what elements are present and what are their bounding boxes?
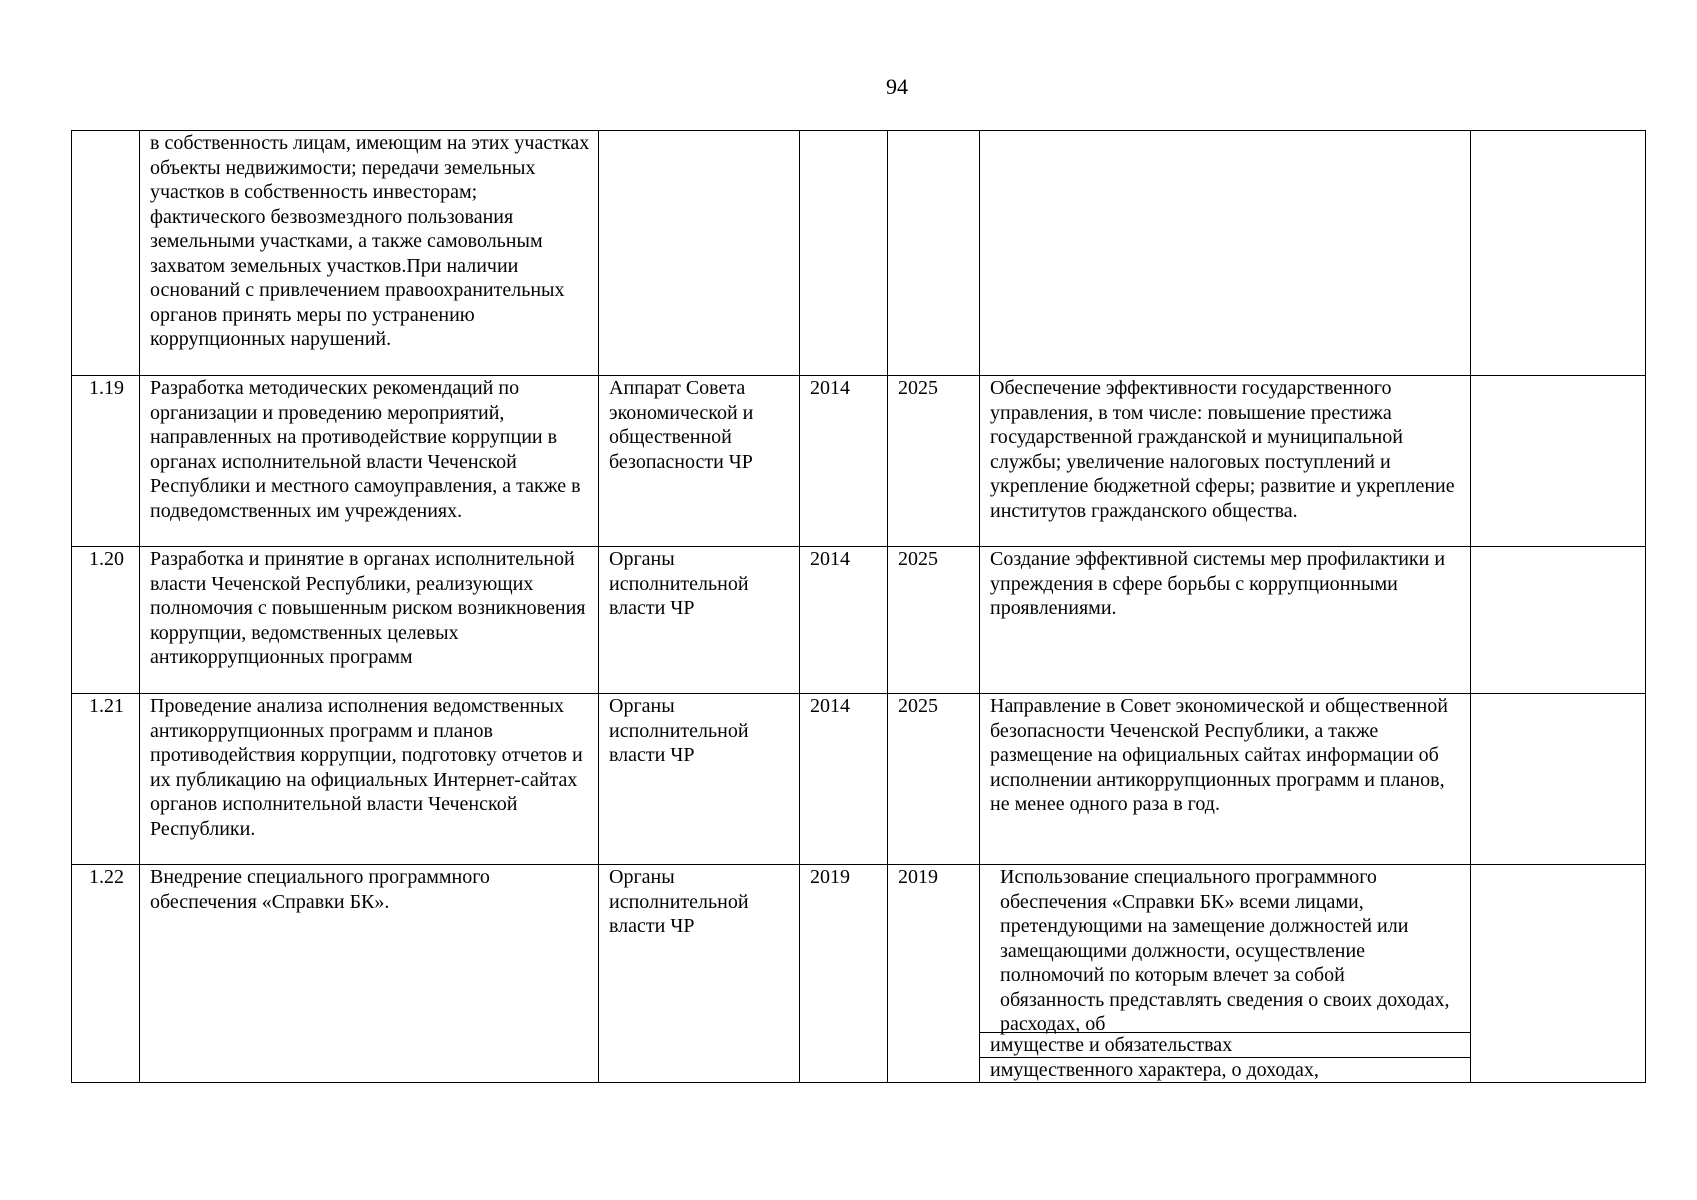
result-continuation xyxy=(980,1032,1470,1082)
end-year-cell: 2025 xyxy=(888,376,980,547)
end-year-cell: 2019 xyxy=(888,865,980,1083)
note-cell xyxy=(1471,131,1646,376)
row-number: 1.22 xyxy=(72,865,140,1083)
table-row xyxy=(72,694,1646,865)
result-subline: имущественного характера, о доходах, xyxy=(980,1057,1470,1082)
executor-cell: Органы исполнительной власти ЧР xyxy=(599,547,800,694)
result-cell: Создание эффективной системы мер профилактики и упреждения в сфере борьбы с коррупционными проявлениями. xyxy=(980,547,1471,694)
start-year-cell xyxy=(800,131,888,376)
result-text: Использование специального программного обеспечения «Справки БК» всеми лицами, претендующими на замещение должностей или замещающими должности, осуществление полномочий по которым влечет за собой обязанность представлять сведения о своих доходах, расходах, об xyxy=(1000,866,1450,1035)
result-cell: Обеспечение эффективности государственного управления, в том числе: повышение престижа государственной гражданской и муниципальной службы; увеличение налоговых поступлений и укрепление бюджетной сферы; развитие и укрепление институтов гражданского общества. xyxy=(980,376,1471,547)
result-cell xyxy=(980,131,1471,376)
executor-cell: Органы исполнительной власти ЧР xyxy=(599,694,800,865)
event-cell: Разработка и принятие в органах исполнительной власти Чеченской Республики, реализующих полномочия с повышенным риском возникновения коррупции, ведомственных целевых антикоррупционных программ xyxy=(140,547,599,694)
start-year-cell: 2014 xyxy=(800,547,888,694)
event-cell: Внедрение специального программного обеспечения «Справки БК». xyxy=(140,865,599,1083)
start-year-cell: 2014 xyxy=(800,376,888,547)
event-cell: в собственность лицам, имеющим на этих участках объекты недвижимости; передачи земельных участков в собственность инвесторам; фактического безвозмездного пользования земельными участками, а также самовольным захватом земельных участков.При наличии оснований с привлечением правоохранительных органов принять меры по устранению коррупционных нарушений. xyxy=(140,131,599,376)
row-number: 1.19 xyxy=(72,376,140,547)
result-subline: имуществе и обязательствах xyxy=(980,1032,1470,1057)
end-year-cell xyxy=(888,131,980,376)
result-cell xyxy=(980,865,1471,1083)
event-cell: Проведение анализа исполнения ведомственных антикоррупционных программ и планов противодействия коррупции, подготовку отчетов и их публикацию на официальных Интернет-сайтах органов исполнительной власти Чеченской Республики. xyxy=(140,694,599,865)
table-row xyxy=(72,865,1646,1083)
executor-cell xyxy=(599,131,800,376)
executor-cell: Аппарат Совета экономической и общественной безопасности ЧР xyxy=(599,376,800,547)
table-row xyxy=(72,131,1646,376)
result-cell: Направление в Совет экономической и общественной безопасности Чеченской Республики, а также размещение на официальных сайтах информации об исполнении антикоррупционных программ и планов, не менее одного раза в год. xyxy=(980,694,1471,865)
note-cell xyxy=(1471,694,1646,865)
row-number xyxy=(72,131,140,376)
start-year-cell: 2019 xyxy=(800,865,888,1083)
event-cell: Разработка методических рекомендаций по организации и проведению мероприятий, направленных на противодействие коррупции в органах исполнительной власти Чеченской Республики и местного самоуправления, а также в подведомственных им учреждениях. xyxy=(140,376,599,547)
row-number: 1.21 xyxy=(72,694,140,865)
end-year-cell: 2025 xyxy=(888,547,980,694)
page-number: 94 xyxy=(886,74,908,99)
executor-cell: Органы исполнительной власти ЧР xyxy=(599,865,800,1083)
start-year-cell: 2014 xyxy=(800,694,888,865)
measures-table xyxy=(71,130,1646,1083)
note-cell xyxy=(1471,865,1646,1083)
note-cell xyxy=(1471,547,1646,694)
table-row xyxy=(72,547,1646,694)
row-number: 1.20 xyxy=(72,547,140,694)
table-row xyxy=(72,376,1646,547)
end-year-cell: 2025 xyxy=(888,694,980,865)
note-cell xyxy=(1471,376,1646,547)
